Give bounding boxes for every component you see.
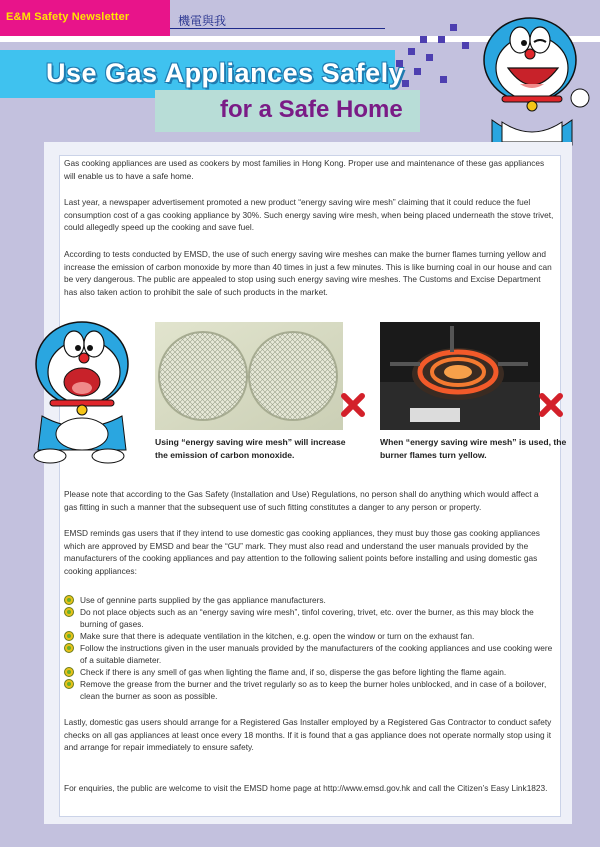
- warning-cross-icon: [538, 392, 564, 418]
- list-item-text: Remove the grease from the burner and the trivet regularly so as to keep the burner holes unblocked, and in case of a boilover, clean the burner as soon as possible.: [80, 679, 547, 701]
- paragraph-intro: Gas cooking appliances are used as cookers by most families in Hong Kong. Proper use and maintenance of these gas appliances will enable us to have a safe home.: [64, 158, 545, 181]
- doraemon-illustration-top: [472, 10, 592, 150]
- list-item: [64, 630, 556, 642]
- paragraph-tests: According to tests conducted by EMSD, the use of such energy saving wire meshes can make the burner flames turning yellow and increase the emission of carbon monoxide by more than 40 times in just a few minutes. This is like burning coal in our house and can be very dangerous. The public are appealed to stop using such energy saving wire meshes. The Customs and Excise Department has also taken action to prohibit the sale of such products in the market.: [64, 249, 552, 297]
- bullet-icon: [64, 631, 74, 641]
- photo-burner-flames: [380, 322, 540, 430]
- list-item: [64, 594, 556, 606]
- list-item: [64, 606, 556, 630]
- bullet-icon: [64, 667, 74, 677]
- photo-wire-mesh: [155, 322, 343, 430]
- newsletter-tag: [0, 0, 170, 36]
- paragraph-advertisement: Last year, a newspaper advertisement promoted a new product “energy saving wire mesh” claiming that it could reduce the fuel consumption cost of a gas cooking appliance by 30%. Such energy saving wire mesh, when being placed underneath the stove trivet, could allegedly speed up the cooking and save fuel.: [64, 197, 554, 232]
- section-title-cn: 機電與我: [178, 14, 227, 28]
- list-item-text: Make sure that there is adequate ventilation in the kitchen, e.g. open the window or turn on the exhaust fan.: [80, 631, 475, 641]
- warning-cross-icon: [340, 392, 366, 418]
- paragraph-enquiries: For enquiries, the public are welcome to visit the EMSD home page at http://www.emsd.gov.hk and call the Citizen’s Easy Link1823.: [64, 783, 548, 793]
- list-item: [64, 642, 556, 666]
- newsletter-name: E&M Safety Newsletter: [6, 11, 130, 23]
- page-title: Use Gas Appliances Safely: [46, 58, 405, 88]
- caption-burner-flames: When “energy saving wire mesh” is used, the burner flames turn yellow.: [380, 437, 567, 460]
- list-item-text: Use of gennine parts supplied by the gas appliance manufacturers.: [80, 595, 326, 605]
- list-item: [64, 666, 556, 678]
- list-item-text: Follow the instructions given in the user manuals provided by the manufacturers of the cooking appliances and use cooking were of a suitable diameter.: [80, 643, 553, 665]
- list-item: [64, 678, 556, 702]
- list-item-text: Check if there is any smell of gas when lighting the flame and, if so, disperse the gas before lighting the flame again.: [80, 667, 507, 677]
- doraemon-illustration-left: [24, 316, 136, 466]
- paragraph-safety-checks: Lastly, domestic gas users should arrange for a Registered Gas Installer employed by a Registered Gas Contractor to conduct safety checks on all gas appliances at least once every 18 months. If it is found that a gas appliance does not operate normally stop using it and arrange for repair immediately to ensure safety.: [64, 717, 552, 752]
- caption-wire-mesh: Using “energy saving wire mesh” will increase the emission of carbon monoxide.: [155, 437, 346, 460]
- bullet-icon: [64, 595, 74, 605]
- bullet-icon: [64, 643, 74, 653]
- header-rule: [170, 28, 385, 29]
- list-item-text: Do not place objects such as an “energy saving wire mesh”, tinfol covering, trivet, etc. over the burner, as this may block the burning of gases.: [80, 607, 534, 629]
- bullet-icon: [64, 679, 74, 689]
- paragraph-regulations: Please note that according to the Gas Safety (Installation and Use) Regulations, no person shall do anything which would affect a gas fitting in such a manner that the subsequent use of such fitting constitutes a danger to any person or property.: [64, 489, 539, 512]
- safety-points-list: [64, 594, 556, 702]
- bullet-icon: [64, 607, 74, 617]
- paragraph-reminders: EMSD reminds gas users that if they intend to use domestic gas cooking appliances, they must buy those gas cooking appliances which are approved by EMSD and bear the “GU” mark. They must also read and understand the user manuals provided by the manufacturers of the cooking appliances and pay attention to the following salient points before installing and using domestic gas cooking appliances:: [64, 528, 540, 576]
- page-subtitle: for a Safe Home: [220, 96, 403, 123]
